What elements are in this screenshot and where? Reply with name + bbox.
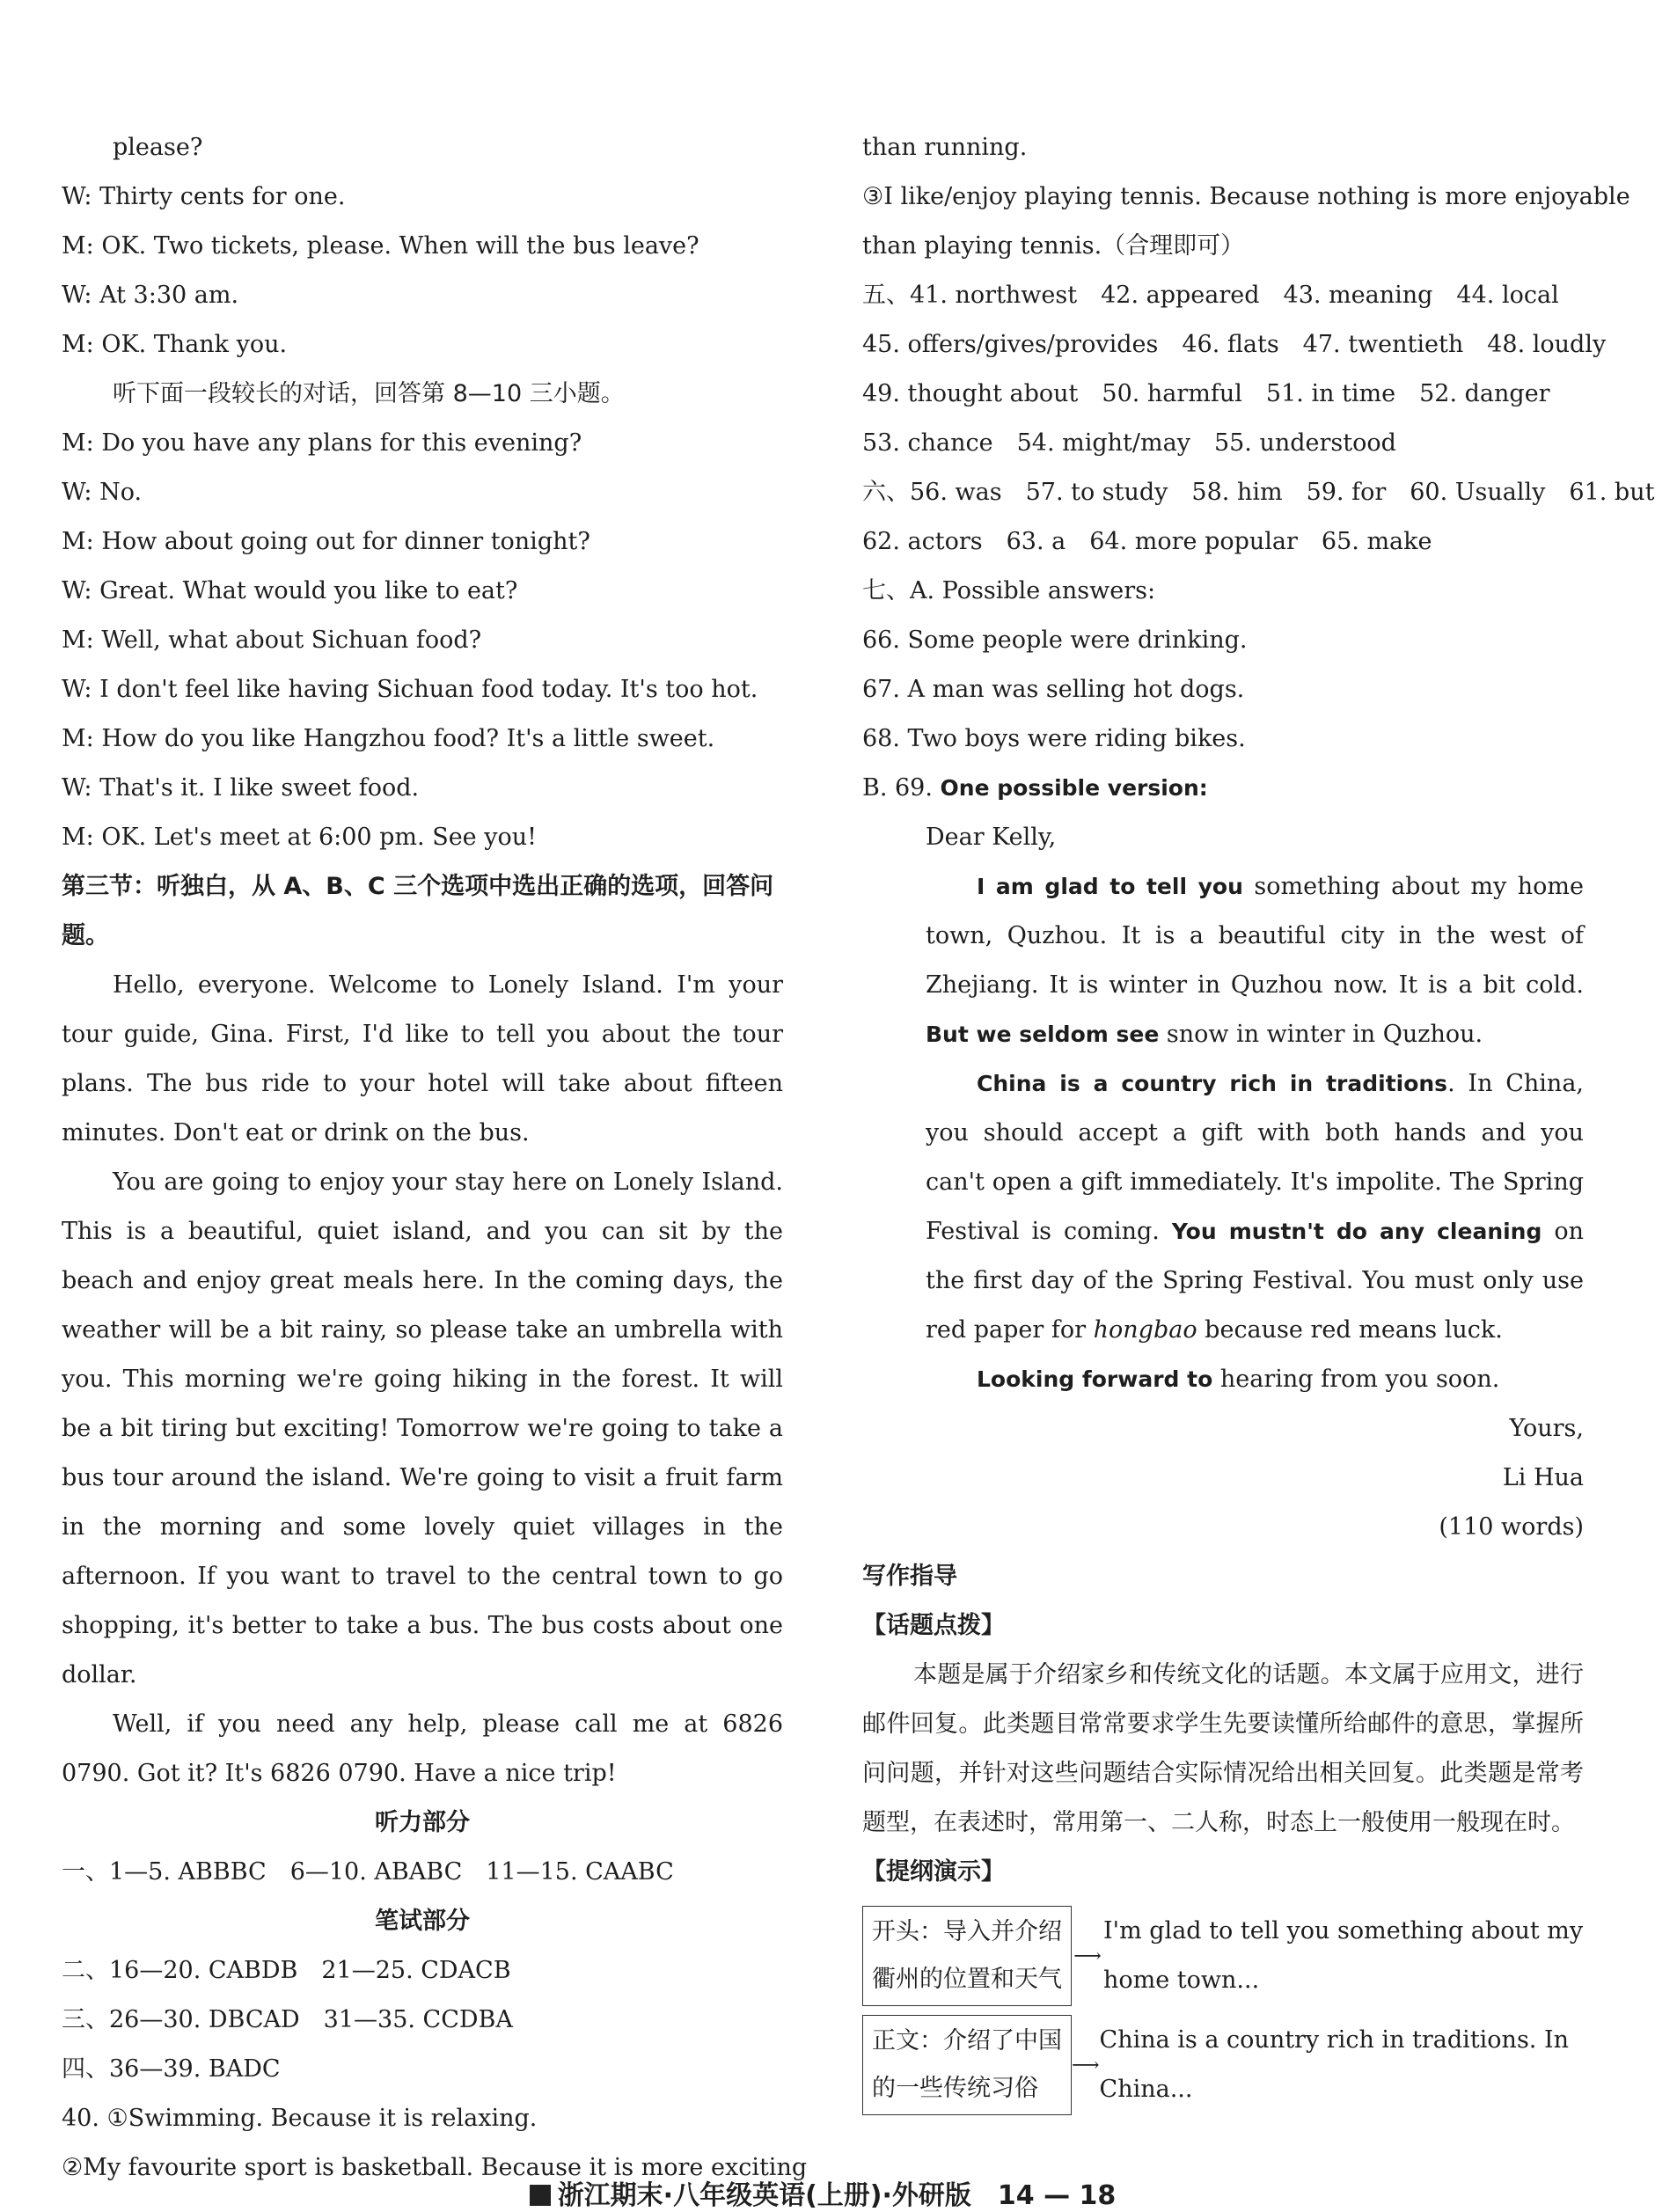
text-line: W: That's it. I like sweet food.	[62, 774, 420, 802]
answer-line: 二、16—20. CABDB 21—25. CDACB	[62, 1957, 511, 1984]
text-line: W: At 3:30 am.	[62, 282, 239, 309]
letter-signature: Li Hua	[1502, 1464, 1584, 1491]
topic-label: 【话题点拨】	[862, 1612, 1005, 1639]
answer-line: 49. thought about 50. harmful 51. in time 52. danger	[862, 380, 1550, 407]
letter-paragraph	[926, 862, 1584, 1059]
answer-line: 三、26—30. DBCAD 31—35. CCDBA	[62, 2006, 513, 2033]
text-line: M: OK. Let's meet at 6:00 pm. See you!	[62, 824, 537, 851]
answer-line: 七、A. Possible answers:	[862, 577, 1156, 604]
answer-line: 66. Some people were drinking.	[862, 626, 1248, 654]
outline-box	[862, 1906, 1072, 2006]
letter-text: something about my home town, Quzhou. It is a beautiful city in the west of Zhejiang. It is winter in Quzhou now. It is a bit cold.	[926, 873, 1584, 999]
text-line: ③I like/enjoy playing tennis. Because nothing is more enjoyable	[862, 183, 1630, 210]
text-line: M: How about going out for dinner tonight?	[62, 528, 590, 555]
answer-line: 40. ①Swimming. Because it is relaxing.	[62, 2105, 538, 2132]
answer-line: 62. actors 63. a 64. more popular 65. make	[862, 528, 1432, 555]
outline-label: 【提纲演示】	[862, 1858, 1005, 1886]
footer-text: 浙江期末·八年级英语(上册)·外研版 14 — 18	[557, 2180, 1117, 2211]
monologue-paragraph: Hello, everyone. Welcome to Lonely Island. I'm your tour guide, Gina. First, I'd like to tell you about the tour plans. The bus ride to your hotel will take about fifteen minutes. Don't eat or drink on the bus.	[62, 971, 783, 1146]
outline-box	[862, 2015, 1072, 2115]
answer-line: 五、41. northwest 42. appeared 43. meaning 44. local	[862, 282, 1559, 309]
key-phrase: China is a country rich in traditions	[977, 1071, 1448, 1096]
answer-line: 一、1—5. ABBBC 6—10. ABABC 11—15. CAABC	[62, 1858, 674, 1886]
topic-text: 本题是属于介绍家乡和传统文化的话题。本文属于应用文，进行邮件回复。此类题目常常要求学生先要读懂所给邮件的意思，掌握所问问题，并针对这些问题结合实际情况给出相关回复。此类题是常考题型，在表述时，常用第一、二人称，时态上一般使用一般现在时。	[862, 1661, 1584, 1836]
answer-line: ②My favourite sport is basketball. Because it is more exciting	[62, 2154, 808, 2181]
outline-text-line: home town...	[1103, 1967, 1260, 1994]
key-phrase: Looking forward to	[977, 1366, 1213, 1392]
written-title: 笔试部分	[375, 1908, 470, 1935]
answer-line: 六、56. was 57. to study 58. him 59. for 60. Usually 61. but	[862, 479, 1655, 506]
letter-italic: hongbao	[1093, 1316, 1197, 1344]
text-line: W: Thirty cents for one.	[62, 183, 346, 210]
text-line: M: OK. Two tickets, please. When will the bus leave?	[62, 232, 699, 260]
left-column	[62, 123, 808, 2193]
sample-letter	[926, 813, 1584, 1552]
text-line: M: Well, what about Sichuan food?	[62, 626, 482, 654]
word-count: (110 words)	[1439, 1513, 1584, 1541]
answer-line: 四、36—39. BADC	[62, 2055, 281, 2083]
outline-text-line: China is a country rich in traditions. In China...	[1099, 2026, 1570, 2103]
outline-box-line: 开头：导入并介绍	[872, 1918, 1062, 1945]
arrow-icon: ⟶	[1072, 2054, 1100, 2076]
outline-text	[1103, 1907, 1583, 2005]
b69-heading	[862, 764, 1584, 813]
listening-title: 听力部分	[375, 1809, 470, 1836]
answer-line: 67. A man was selling hot dogs.	[862, 676, 1245, 703]
text-line: M: How do you like Hangzhou food? It's a little sweet.	[62, 725, 715, 752]
text-line: W: No.	[62, 479, 143, 506]
outline-box-line: 的一些传统习俗	[872, 2075, 1038, 2102]
outline-row	[862, 1906, 1584, 2006]
outline-row	[862, 2015, 1584, 2115]
square-icon	[530, 2185, 551, 2206]
guide-title: 写作指导	[862, 1563, 957, 1590]
text-line: 听下面一段较长的对话，回答第 8—10 三小题。	[113, 380, 625, 407]
text-line: than running.	[862, 134, 1028, 161]
letter-closing: Yours,	[1509, 1415, 1584, 1442]
text-line: W: I don't feel like having Sichuan food today. It's too hot.	[62, 676, 758, 703]
outline-box-line: 正文：介绍了中国	[872, 2027, 1062, 2055]
monologue-paragraph: Well, if you need any help, please call me at 6826 0790. Got it? It's 6826 0790. Have a nice trip!	[62, 1710, 783, 1787]
arrow-icon: ⟶	[1073, 1945, 1102, 1967]
letter-text: hearing from you soon.	[1212, 1366, 1500, 1393]
key-phrase: But we seldom see	[926, 1022, 1160, 1047]
answer-line: 68. Two boys were riding bikes.	[862, 725, 1246, 752]
page-footer	[506, 2173, 1139, 2212]
monologue-paragraph: You are going to enjoy your stay here on Lonely Island. This is a beautiful, quiet island, and you can sit by the beach and enjoy great meals here. In the coming days, the weather will be a bit rainy, so please take an umbrella with you. This morning we're going hiking in the forest. It will be a bit tiring but exciting! Tomorrow we're going to take a bus tour around the island. We're going to visit a fruit farm in the morning and some lovely quiet villages in the afternoon. If you want to travel to the central town to go shopping, it's better to take a bus. The bus costs about one dollar.	[62, 1168, 783, 1688]
letter-text: . In China, you should accept a gift with both hands and you can't open a gift immediately. It's impolite. The Spring Festival is coming.	[926, 1070, 1584, 1245]
outline-text-line: I'm glad to tell you something about my	[1103, 1917, 1584, 1945]
text-line: M: OK. Thank you.	[62, 331, 288, 358]
b69-prefix: B. 69.	[862, 774, 933, 802]
answer-line: 53. chance 54. might/may 55. understood	[862, 429, 1396, 457]
section3-title: 第三节：听独白，从 A、B、C 三个选项中选出正确的选项，回答问题。	[62, 873, 774, 949]
text-line: W: Great. What would you like to eat?	[62, 577, 518, 604]
key-phrase: You mustn't do any cleaning	[1171, 1219, 1542, 1244]
letter-paragraph	[926, 1355, 1584, 1404]
letter-text: snow in winter in Quzhou.	[1159, 1021, 1483, 1048]
answer-line: 45. offers/gives/provides 46. flats 47. twentieth 48. loudly	[862, 331, 1607, 358]
letter-text: because red means luck.	[1197, 1316, 1503, 1344]
key-phrase: I am glad to tell you	[977, 874, 1243, 899]
text-line: than playing tennis.（合理即可）	[862, 232, 1245, 260]
text-line: please?	[113, 134, 203, 161]
b69-title: One possible version:	[940, 775, 1208, 801]
letter-paragraph	[926, 1059, 1584, 1355]
letter-text: on the first day of the Spring Festival. You must only use red paper for	[926, 1218, 1585, 1344]
right-column	[862, 123, 1655, 2115]
outline-text	[1100, 2016, 1584, 2114]
text-line: M: Do you have any plans for this evening?	[62, 429, 582, 457]
letter-greeting: Dear Kelly,	[926, 824, 1057, 851]
outline-box-line: 衢州的位置和天气	[872, 1966, 1062, 1993]
